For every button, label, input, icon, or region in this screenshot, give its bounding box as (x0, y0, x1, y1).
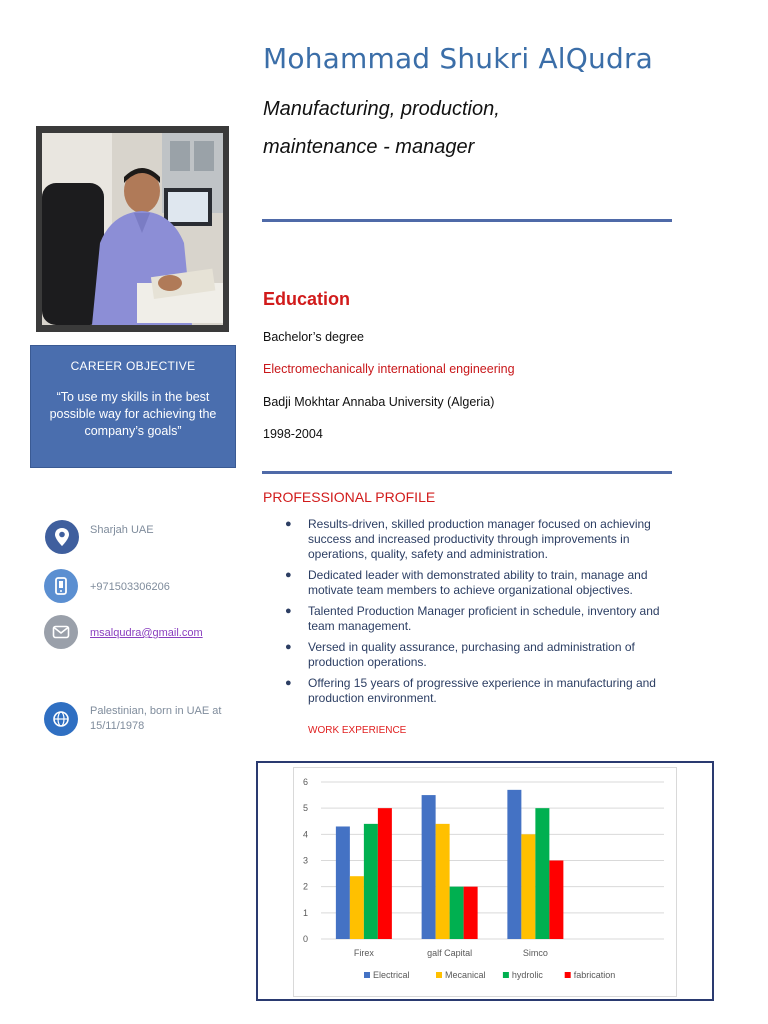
y-tick-label: 5 (302, 803, 308, 814)
bullet-text: Versed in quality assurance, purchasing and administration of production operations. (308, 640, 635, 669)
chart-area (293, 767, 677, 997)
bar (436, 824, 450, 939)
x-tick-label: Simco (522, 948, 548, 958)
candidate-role: Manufacturing, production, maintenance - manager (263, 98, 500, 158)
objective-text: “To use my skills in the best possible way for achieving the company’s goals” (49, 390, 217, 438)
bar (521, 834, 535, 939)
list-item (285, 676, 675, 706)
bar (464, 887, 478, 939)
education-university: Badji Mokhtar Annaba University (Algeria) (263, 395, 495, 409)
bar (422, 795, 436, 939)
list-item (285, 517, 675, 562)
contact-location: Sharjah UAE (90, 524, 154, 536)
education-heading: Education (263, 289, 351, 309)
legend-swatch (503, 972, 509, 978)
profile-heading: PROFESSIONAL PROFILE (263, 489, 436, 505)
bullet-icon: ● (285, 677, 292, 689)
bullet-icon: ● (285, 605, 292, 617)
y-tick-label: 6 (302, 777, 308, 787)
y-tick-label: 1 (302, 907, 308, 918)
contact-email[interactable] (90, 626, 203, 641)
bullet-icon: ● (285, 641, 292, 653)
legend-label: hydrolic (511, 970, 543, 980)
header-divider (262, 219, 672, 222)
bar (549, 861, 563, 940)
bar (378, 808, 392, 939)
bullet-text: Dedicated leader with demonstrated ability to train, manage and motivate team members to achieve organizational objectives. (308, 568, 648, 597)
legend-label: Mecanical (445, 970, 486, 980)
list-item (285, 568, 675, 598)
contact-nationality: Palestinian, born in UAE at 15/11/1978 (90, 705, 222, 732)
profile-photo (42, 133, 223, 325)
contact-phone: +971503306206 (90, 581, 170, 593)
legend-label: Electrical (373, 970, 410, 980)
bar (350, 876, 364, 939)
work-experience-heading: WORK EXPERIENCE (308, 725, 407, 736)
legend-swatch (436, 972, 442, 978)
globe-icon (44, 702, 78, 736)
email-icon (44, 615, 78, 649)
y-tick-label: 2 (302, 881, 308, 892)
objective-title: CAREER OBJECTIVE (70, 359, 196, 373)
candidate-name: Mohammad Shukri AlQudra (263, 42, 654, 75)
bar (336, 826, 350, 939)
phone-icon (44, 569, 78, 603)
bar (450, 887, 464, 939)
y-tick-label: 4 (302, 829, 308, 840)
bullet-icon: ● (285, 518, 292, 530)
bullet-text: Talented Production Manager proficient in schedule, inventory and team management. (308, 604, 660, 633)
location-pin-icon (45, 520, 79, 554)
bar (535, 808, 549, 939)
email-link[interactable]: msalqudra@gmail.com (90, 627, 203, 639)
education-years: 1998-2004 (263, 427, 323, 441)
bar-chart (294, 768, 676, 996)
bar (507, 790, 521, 939)
bullet-text: Offering 15 years of progressive experience in manufacturing and production environment. (308, 676, 656, 705)
legend-label: fabrication (573, 970, 616, 980)
y-tick-label: 3 (302, 855, 308, 866)
x-tick-label: Firex (353, 948, 374, 958)
education-field: Electromechanically international engineering (263, 362, 515, 376)
bullet-icon: ● (285, 569, 292, 581)
bullet-text: Results-driven, skilled production manager focused on achieving success and increased productivity through improvements in operations, quality, safety and administration. (308, 517, 651, 561)
education-degree: Bachelor’s degree (263, 330, 364, 344)
profile-bullets (285, 517, 675, 712)
list-item (285, 604, 675, 634)
y-tick-label: 0 (302, 934, 308, 944)
legend-swatch (565, 972, 571, 978)
list-item (285, 640, 675, 670)
legend-swatch (364, 972, 370, 978)
education-divider (262, 471, 672, 474)
x-tick-label: galf Capital (427, 948, 473, 958)
career-objective-box (30, 345, 236, 468)
bar (364, 824, 378, 939)
